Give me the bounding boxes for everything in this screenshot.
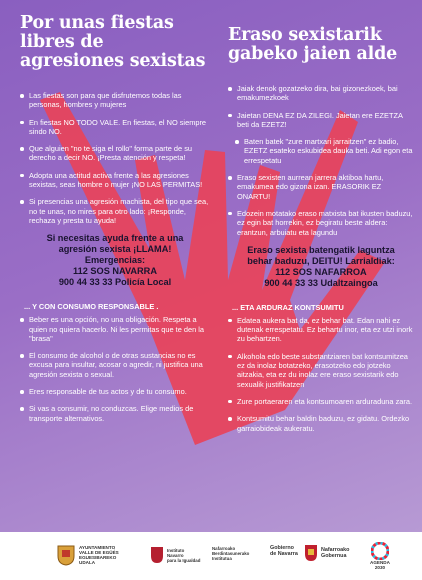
logo-text: Institutua: [212, 556, 232, 561]
logo-text: EGUESIBAREKO: [79, 555, 117, 560]
emergency-phone: 112 SOS NAVARRA: [73, 266, 157, 277]
list-item: Baten batek "zure martxari jarraitzen" ez badio, EZETZ esateko eskubidea dauka beti. Adi egon eta errespetatu: [235, 137, 414, 165]
spanish-consumo-heading: ... Y CON CONSUMO RESPONSABLE .: [24, 302, 159, 312]
list-item: El consumo de alcohol o de otras sustancias no es excusa para insultar, acosar o agredir, ni justifica una agresión sexista o sexual.: [20, 351, 210, 379]
list-item: En fiestas NO TODO VALE. En fiestas, el NO siempre sindo NO.: [20, 118, 210, 137]
emergency-line: behar baduzu, DEITU! Larrialdiak:: [247, 255, 395, 266]
logo-text: Gobernua: [321, 553, 347, 559]
list-item: Edatea aukera bat da, ez behar bat. Edan nahi ez dutenak errespetatu. Ez behartu inor, eta ez utzi inork zu behartzen.: [228, 316, 414, 344]
emergency-phone: 900 44 33 33 Udaltzaingoa: [264, 277, 378, 288]
spanish-list: [20, 91, 210, 225]
logo-text: Nafarroako: [212, 546, 236, 551]
ayuntamiento-crest-icon: [56, 544, 76, 566]
nafarroako-gobernua-logo: [304, 544, 349, 562]
list-item: Las fiestas son para que disfrutemos todas las personas, hombres y mujeres: [20, 91, 210, 110]
emergency-line: agresión sexista ¡LLAMA!: [58, 244, 172, 255]
emergency-phone: 900 44 33 33 Policía Local: [58, 277, 172, 288]
ayuntamiento-logo: [56, 544, 119, 566]
logo-text: Nafarroako: [321, 547, 350, 553]
basque-title: Eraso sexistarik gabeko jaien alde: [228, 25, 398, 64]
logo-text: Instituto: [167, 547, 185, 553]
nafarroako-institutua-logo: [212, 546, 249, 561]
list-item: Alkohola edo beste substantziaren bat kontsumitzea ez da inolaz botatzeko, erasotzeko edo jotzeko aitzakia, eta ez du inolaz ere eraso sexistarik edo sexualik justifikatzen: [228, 352, 414, 389]
logo-text: AGENDA: [370, 560, 390, 565]
logo-text: 2030: [374, 565, 386, 570]
basque-consumo-heading: ... ETA ARDURAZ KONTSUMITU: [232, 302, 344, 312]
logo-text: para la Igualdad: [167, 557, 201, 563]
logo-text: de Navarra: [270, 551, 298, 557]
list-item: Si vas a consumir, no conduzcas. Elige medios de transporte alternativos.: [20, 404, 210, 423]
list-item: Eraso sexisten aurrean jarrera aktiboa hartu, emakumea edo gizona izan. ERASORIK EZ ONARTU!: [228, 173, 414, 201]
logo-text: UDALA: [79, 560, 96, 565]
list-item: Kontsumitu behar baldin baduzu, ez gidatu. Ordezko garraiobideak aukeratu.: [228, 414, 414, 433]
logo-text: Gobierno: [270, 545, 294, 551]
spanish-title: Por unas fiestas libres de agresiones sexistas: [20, 13, 206, 71]
list-item: Edozein motatako eraso matxista bat ikusten baduzu, ez egin bat horrekin, ez begiratu beste aldera: erantzun, arbuiatu eta lagundu: [228, 209, 414, 237]
agenda-wheel-icon: [371, 542, 389, 560]
list-item: Que alguien "no te siga el rollo" forma parte de su derecho a decir NO. ¡Presta atención y respeta!: [20, 144, 210, 163]
basque-column: [228, 14, 414, 441]
emergency-line: Si necesitas ayuda frente a una: [46, 233, 184, 244]
logo-text: Berdintasunerako: [212, 551, 250, 556]
instituto-crest-icon: [150, 546, 164, 564]
spanish-emergency-box: [20, 233, 210, 288]
emergency-line: Emergencias:: [84, 255, 146, 266]
list-item: Adopta una actitud activa frente a las agresiones sexistas, seas hombre o mujer ¡NO LAS PERMITAS!: [20, 171, 210, 190]
logo-text: VALLE DE EGÜÉS: [79, 550, 119, 555]
sponsor-logos: [0, 532, 422, 580]
logo-text: AYUNTAMIENTO: [79, 545, 116, 550]
agenda-2030-logo: [370, 542, 390, 570]
list-item: Zure portaeraren eta kontsumoaren arduraduna zara.: [228, 397, 414, 406]
emergency-phone: 112 SOS NAFARROA: [275, 266, 367, 277]
basque-emergency-box: [228, 245, 414, 289]
list-item: Eres responsable de tus actos y de tu consumo.: [20, 387, 210, 396]
list-item: Si presencias una agresión machista, del tipo que sea, no te unas, no mires para otro lado: ¡Responde, rechaza y presta tu ayuda!: [20, 197, 210, 225]
list-item: Beber es una opción, no una obligación. Respeta a quien no quiera hacerlo. Ni les permitas que te den la "brasa": [20, 315, 210, 343]
list-item: Jaietan DENA EZ DA ZILEGI. Jaietan ere EZETZA beti da EZETZ!: [228, 111, 414, 130]
spanish-column: [20, 14, 210, 431]
basque-list: [228, 84, 414, 237]
emergency-line: Eraso sexista batengatik laguntza: [247, 244, 395, 255]
gobierno-navarra-logo: [270, 545, 298, 557]
spanish-consumo-list: [20, 315, 210, 423]
basque-consumo-list: [228, 316, 414, 433]
navarra-crest-icon: [304, 544, 318, 562]
instituto-logo: [150, 546, 200, 564]
logo-text: Navarro: [167, 552, 184, 558]
list-item: Jaiak denok gozatzeko dira, bai gizonezkoek, bai emakumezkoek: [228, 84, 414, 103]
